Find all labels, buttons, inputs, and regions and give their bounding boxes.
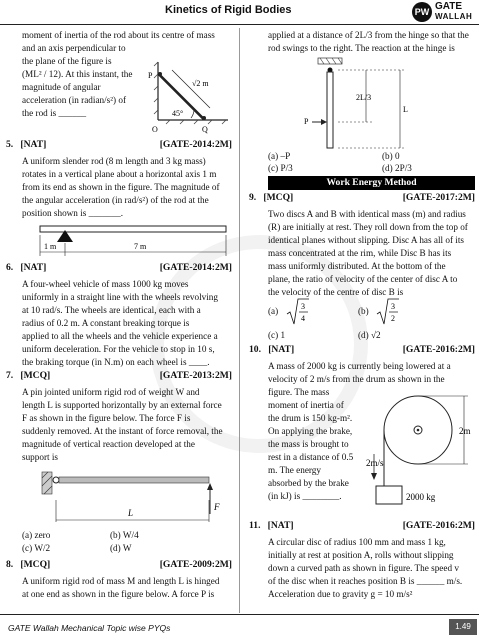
q8-option-c[interactable]: (c) P/3 bbox=[268, 163, 293, 173]
chapter-title: Kinetics of Rigid Bodies bbox=[165, 4, 292, 16]
q9-option-a-den: 4 bbox=[301, 314, 305, 323]
q4-text-line: acceleration (in radian/s²) of bbox=[22, 95, 127, 105]
q11-text-line: initially at rest at position A, rolls without slipping bbox=[268, 550, 454, 560]
fig-label-2m: 2m bbox=[459, 426, 471, 436]
q8-option-d[interactable]: (d) 2P/3 bbox=[382, 163, 412, 173]
q10-text-line: the drum is 150 kg-m². bbox=[268, 413, 353, 423]
q9-header bbox=[249, 192, 475, 203]
fig-label-mass: 2000 kg bbox=[406, 492, 436, 502]
q5-header bbox=[6, 139, 232, 150]
logo-text-wallah: WALLAH bbox=[435, 12, 473, 21]
question-source: [GATE-2014:2M] bbox=[159, 139, 232, 150]
q9-option-a-num: 3 bbox=[301, 302, 305, 311]
q7-text-line: length L is supported horizontally by an external force bbox=[22, 400, 222, 410]
fig-label-Q: Q bbox=[202, 125, 208, 134]
q9-text-line: Two discs A and B with identical mass (m) and radius bbox=[268, 209, 466, 219]
q11-text-line: Acceleration due to gravity g = 10 m/s² bbox=[268, 589, 413, 599]
fig-label-F: F bbox=[214, 502, 220, 512]
q8-option-b[interactable]: (b) 0 bbox=[382, 151, 400, 161]
logo-text-gate: GATE bbox=[435, 1, 463, 12]
q10-text-line: velocity of 2 m/s from the drum as shown in the bbox=[268, 374, 445, 384]
q9-option-a-label[interactable]: (a) bbox=[268, 306, 279, 316]
q8-header bbox=[6, 559, 232, 570]
q7-text-line: support is bbox=[22, 452, 58, 462]
pinned-rod-figure bbox=[40, 464, 230, 526]
question-source: [GATE-2016:2M] bbox=[402, 520, 475, 531]
rotating-rod-figure bbox=[36, 222, 232, 258]
q10-text-line: moment of inertia of bbox=[268, 400, 344, 410]
q4-text-line: (ML² / 12). At this instant, the bbox=[22, 69, 133, 79]
q10-text-line: absorbed by the brake bbox=[268, 478, 349, 488]
q7-text-line: suddenly removed. At the instant of force removal, the bbox=[22, 426, 223, 436]
q7-option-d[interactable]: (d) W bbox=[110, 543, 132, 553]
q10-text-line: figure. The mass bbox=[268, 387, 330, 397]
q10-text-line: (in kJ) is ________. bbox=[268, 491, 342, 501]
q4-text-line: the rod is ______ bbox=[22, 108, 87, 118]
q9-option-b-den: 2 bbox=[391, 314, 395, 323]
q6-text-line: uniform deceleration. For the vehicle to stop in 10 s, bbox=[22, 344, 215, 354]
question-type: [NAT] bbox=[20, 139, 47, 150]
rod-sliding-figure bbox=[148, 56, 232, 136]
footer-book-title: GATE Wallah Mechanical Topic wise PYQs bbox=[8, 623, 171, 633]
page-footer bbox=[0, 614, 479, 641]
fig-label-L: L bbox=[128, 508, 134, 518]
q11-text-line: down a curved path as shown in figure. The speed v bbox=[268, 563, 459, 573]
q9-option-b-label[interactable]: (b) bbox=[358, 306, 369, 316]
q5-text-line: A uniform slender rod (8 m length and 3 kg mass) bbox=[22, 156, 206, 166]
q8-text-line: at one end as shown in the figure below. A force P is bbox=[22, 589, 215, 599]
fig-label-P: P bbox=[304, 117, 309, 126]
question-source: [GATE-2017:2M] bbox=[402, 192, 475, 203]
q9-option-b-sqrt bbox=[376, 297, 400, 327]
q6-text-line: A four-wheel vehicle of mass 1000 kg moves bbox=[22, 279, 189, 289]
q10-text-line: On applying the brake, bbox=[268, 426, 353, 436]
q8-text-line: rod swings to the right. The reaction at the hinge is bbox=[268, 43, 455, 53]
fig-label-length: √2 m bbox=[192, 79, 209, 88]
q9-option-d[interactable]: (d) √2 bbox=[358, 330, 381, 340]
q4-text-line: and an axis perpendicular to bbox=[22, 43, 126, 53]
question-type: [MCQ] bbox=[20, 370, 51, 381]
page-header bbox=[0, 0, 479, 25]
q9-option-c[interactable]: (c) 1 bbox=[268, 330, 286, 340]
fig-label-velocity: 2m/s bbox=[366, 458, 384, 468]
q8-text-line: A uniform rigid rod of mass M and length L is hinged bbox=[22, 576, 220, 586]
q7-text-line: A pin jointed uniform rigid rod of weight W and bbox=[22, 387, 200, 397]
q5-text-line: from its end as shown in the figure. The magnitude of bbox=[22, 182, 220, 192]
q5-text-line: position shown is _______. bbox=[22, 208, 124, 218]
fig-label-angle: 45° bbox=[172, 109, 184, 118]
question-type: [NAT] bbox=[267, 520, 294, 531]
question-number: 5. bbox=[6, 139, 14, 150]
q7-option-c[interactable]: (c) W/2 bbox=[22, 543, 51, 553]
section-title: Work Energy Method bbox=[268, 176, 475, 190]
question-source: [GATE-2014:2M] bbox=[159, 262, 232, 273]
q10-text-line: m. The energy bbox=[268, 465, 321, 475]
column-divider bbox=[239, 28, 240, 613]
question-number: 8. bbox=[6, 559, 14, 570]
fig-label-7m: 7 m bbox=[134, 242, 147, 251]
q5-text-line: rotates in a vertical plane about a horizontal axis 1 m bbox=[22, 169, 217, 179]
page-number: 1.49 bbox=[449, 619, 477, 635]
question-type: [NAT] bbox=[268, 344, 295, 355]
question-number: 7. bbox=[6, 370, 14, 381]
q6-text-line: at 10 rad/s. The wheels are identical, each with a bbox=[22, 305, 201, 315]
q9-text-line: plane, the ratio of velocity of the center of disc A to bbox=[268, 274, 458, 284]
q9-text-line: (R) are initially at rest. They roll down from the top of bbox=[268, 222, 468, 232]
q10-text-line: the mass is brought to bbox=[268, 439, 349, 449]
q9-text-line: mass uniformly distributed. At the bottom of the bbox=[268, 261, 446, 271]
q7-text-line: magnitude of vertical reaction developed at the bbox=[22, 439, 195, 449]
drum-brake-figure bbox=[366, 392, 478, 510]
q6-text-line: radius of 0.2 m. A constant breaking torque is bbox=[22, 318, 190, 328]
q8-text-line: applied at a distance of 2L/3 from the hinge so that the bbox=[268, 30, 469, 40]
q6-text-line: the braking torque (in N.m) on each wheel is ____. bbox=[22, 357, 210, 367]
question-number: 6. bbox=[6, 262, 14, 273]
q7-option-b[interactable]: (b) W/4 bbox=[110, 530, 139, 540]
q9-option-b-num: 3 bbox=[391, 302, 395, 311]
fig-label-1m: 1 m bbox=[44, 242, 57, 251]
q6-header bbox=[6, 262, 232, 273]
q11-text-line: A circular disc of radius 100 mm and mass 1 kg, bbox=[268, 537, 446, 547]
q11-text-line: of the disc when it reaches position B is ______ m/s. bbox=[268, 576, 463, 586]
question-source: [GATE-2013:2M] bbox=[159, 370, 232, 381]
q9-text-line: the velocity of the centre of disc B is bbox=[268, 287, 404, 297]
q5-text-line: the angular acceleration (in rad/s²) of the rod at the bbox=[22, 195, 209, 205]
q7-header bbox=[6, 370, 232, 381]
q11-header bbox=[249, 520, 475, 531]
fig-label-P: P bbox=[148, 71, 153, 80]
question-number: 11. bbox=[249, 520, 261, 531]
q9-option-a-sqrt bbox=[286, 297, 310, 327]
q8-option-a[interactable]: (a) –P bbox=[268, 151, 291, 161]
question-source: [GATE-2009:2M] bbox=[159, 559, 232, 570]
q10-text-line: A mass of 2000 kg is currently being lowered at a bbox=[268, 361, 451, 371]
q4-text-line: moment of inertia of the rod about its centre of mass bbox=[22, 30, 215, 40]
q4-text-line: the plane of the figure is bbox=[22, 56, 112, 66]
q9-text-line: mass concentrated at the rim, while Disc B has its bbox=[268, 248, 452, 258]
question-type: [MCQ] bbox=[263, 192, 294, 203]
gate-wallah-logo bbox=[412, 1, 476, 23]
fig-label-L: L bbox=[403, 105, 408, 114]
q10-header bbox=[249, 344, 475, 355]
q4-text-line: magnitude of angular bbox=[22, 82, 101, 92]
question-number: 10. bbox=[249, 344, 261, 355]
hinged-rod-figure bbox=[304, 56, 424, 152]
fig-label-2L3: 2L/3 bbox=[356, 93, 372, 102]
fig-label-O: O bbox=[152, 125, 158, 134]
question-source: [GATE-2016:2M] bbox=[402, 344, 475, 355]
pw-logo-icon: PW bbox=[412, 2, 432, 22]
q7-text-line: F as shown in the figure below. The force F is bbox=[22, 413, 191, 423]
question-type: [NAT] bbox=[20, 262, 47, 273]
q9-text-line: identical planes without slipping. Disc A has all of its bbox=[268, 235, 464, 245]
question-type: [MCQ] bbox=[20, 559, 51, 570]
q6-text-line: uniformly in a straight line with the wheels revolving bbox=[22, 292, 218, 302]
q6-text-line: applied to all the wheels and the vehicle experience a bbox=[22, 331, 218, 341]
q7-option-a[interactable]: (a) zero bbox=[22, 530, 51, 540]
question-number: 9. bbox=[249, 192, 257, 203]
q10-text-line: rest in a distance of 0.5 bbox=[268, 452, 354, 462]
